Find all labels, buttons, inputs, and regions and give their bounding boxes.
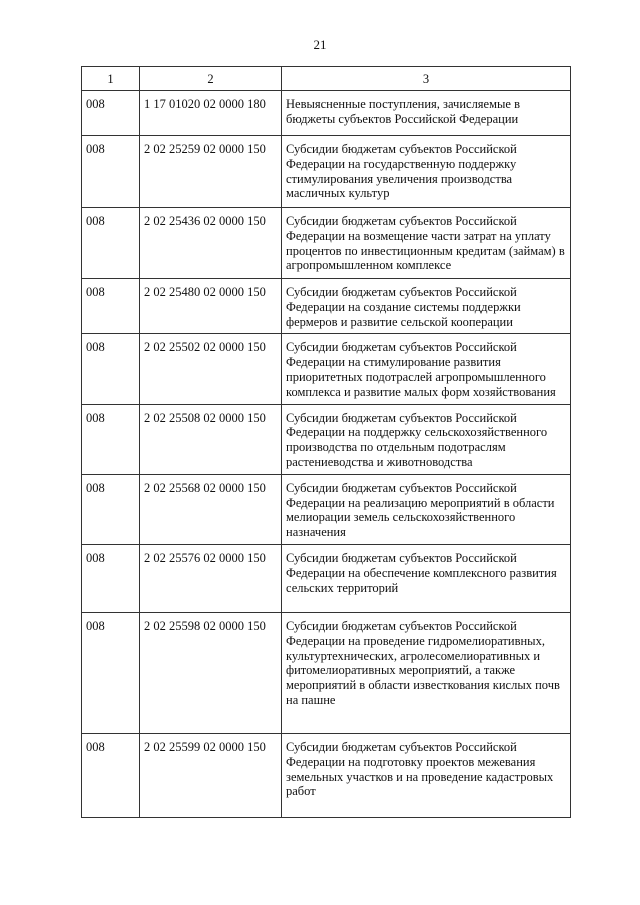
column-header-3: 3 (282, 67, 571, 91)
income-name-cell: Субсидии бюджетам субъектов Российской Федерации на подготовку проектов межевания земельных участков и на проведение кадастровых работ (282, 733, 571, 817)
income-code-cell: 2 02 25599 02 0000 150 (140, 733, 282, 817)
table-row (82, 733, 571, 817)
income-name-cell: Субсидии бюджетам субъектов Российской Федерации на проведение гидромелиоративных, культуртехнических, агролесомелиоративных и фитомелиоративных мероприятий, а также мероприятий в области известкования кислых почв на пашне (282, 612, 571, 733)
admin-code-cell: 008 (82, 544, 140, 612)
table-row (82, 544, 571, 612)
income-name-cell: Субсидии бюджетам субъектов Российской Федерации на стимулирование развития приоритетных подотраслей агропромышленного комплекса и развитие малых форм хозяйствования (282, 334, 571, 404)
admin-code-cell: 008 (82, 91, 140, 136)
income-code-cell: 2 02 25480 02 0000 150 (140, 279, 282, 334)
admin-code-cell: 008 (82, 404, 140, 474)
table-row (82, 136, 571, 208)
income-name-cell: Субсидии бюджетам субъектов Российской Федерации на реализацию мероприятий в области мелиорации земель сельскохозяйственного назначения (282, 474, 571, 544)
income-code-cell: 2 02 25576 02 0000 150 (140, 544, 282, 612)
income-name-cell: Невыясненные поступления, зачисляемые в бюджеты субъектов Российской Федерации (282, 91, 571, 136)
admin-code-cell: 008 (82, 279, 140, 334)
page-number: 21 (313, 37, 327, 52)
table-row (82, 334, 571, 404)
admin-code-cell: 008 (82, 136, 140, 208)
income-name-cell: Субсидии бюджетам субъектов Российской Федерации на обеспечение комплексного развития сельских территорий (282, 544, 571, 612)
table-header-row (82, 67, 571, 91)
table-row (82, 91, 571, 136)
table-row (82, 208, 571, 279)
table-row (82, 279, 571, 334)
income-code-cell: 2 02 25508 02 0000 150 (140, 404, 282, 474)
income-code-cell: 2 02 25598 02 0000 150 (140, 612, 282, 733)
income-code-cell: 2 02 25436 02 0000 150 (140, 208, 282, 279)
income-name-cell: Субсидии бюджетам субъектов Российской Федерации на создание системы поддержки фермеров и развитие сельской кооперации (282, 279, 571, 334)
admin-code-cell: 008 (82, 612, 140, 733)
income-name-cell: Субсидии бюджетам субъектов Российской Федерации на поддержку сельскохозяйственного производства по отдельным подотраслям растениеводства и животноводства (282, 404, 571, 474)
income-code-cell: 2 02 25568 02 0000 150 (140, 474, 282, 544)
table-row (82, 474, 571, 544)
column-header-2: 2 (140, 67, 282, 91)
column-header-1: 1 (82, 67, 140, 91)
table-row (82, 404, 571, 474)
income-code-cell: 1 17 01020 02 0000 180 (140, 91, 282, 136)
table-row (82, 612, 571, 733)
income-name-cell: Субсидии бюджетам субъектов Российской Федерации на государственную поддержку стимулирования увеличения производства масличных культур (282, 136, 571, 208)
income-code-cell: 2 02 25502 02 0000 150 (140, 334, 282, 404)
admin-code-cell: 008 (82, 334, 140, 404)
income-name-cell: Субсидии бюджетам субъектов Российской Федерации на возмещение части затрат на уплату процентов по инвестиционным кредитам (займам) в агропромышленном комплексе (282, 208, 571, 279)
budget-classification-table (81, 66, 571, 818)
admin-code-cell: 008 (82, 208, 140, 279)
admin-code-cell: 008 (82, 733, 140, 817)
admin-code-cell: 008 (82, 474, 140, 544)
income-code-cell: 2 02 25259 02 0000 150 (140, 136, 282, 208)
